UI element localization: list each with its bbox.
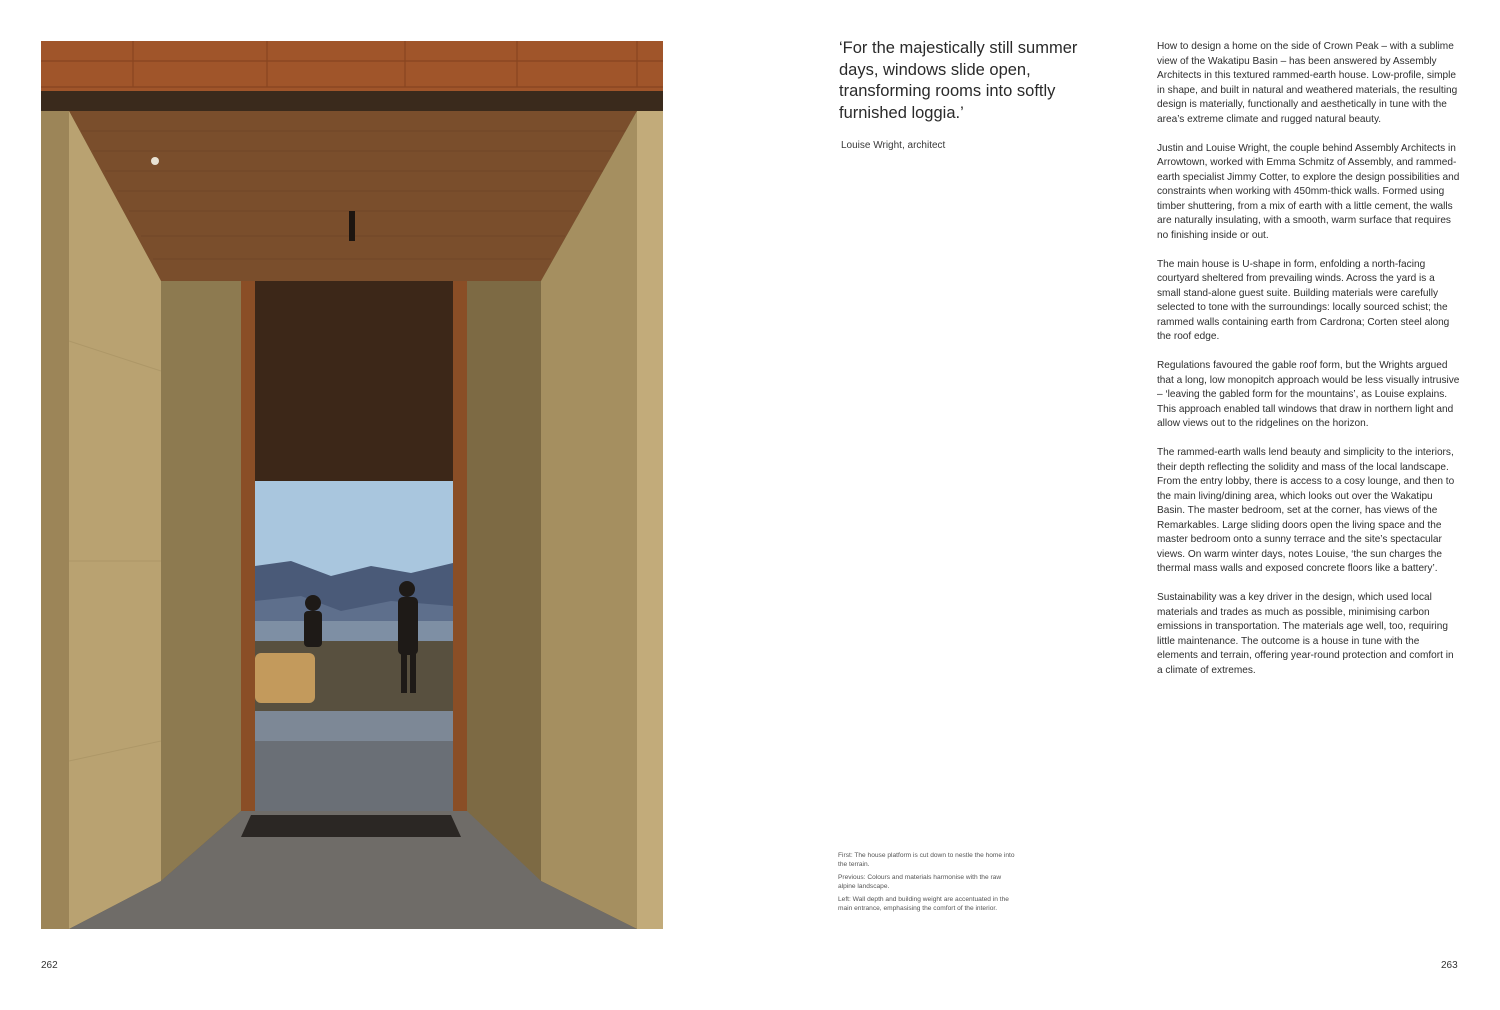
caption: First: The house platform is cut down to nestle the home into the terrain. bbox=[838, 852, 1015, 868]
caption: Left: Wall depth and building weight are accentuated in the main entrance, emphasising the comfort of the interior. bbox=[838, 896, 1009, 912]
body-text-column bbox=[1157, 40, 1460, 693]
body-paragraph: Sustainability was a key driver in the design, which used local materials and trades as much as possible, minimising carbon emissions in transportation. The materials age well, too, requiring little maintenance. The outcome is a house in tune with the elements and terrain, offering year-round protection and comfort in a climate of extremes. bbox=[1157, 592, 1454, 676]
body-paragraph: The rammed-earth walls lend beauty and simplicity to the interiors, their depth reflecting the solidity and mass of the local landscape. From the entry lobby, there is access to a cosy lounge, and then to the main living/dining area, which looks out over the Wakatipu Basin. The master bedroom, set at the corner, has views of the Remarkables. Large sliding doors open the living space and the master bedroom onto a sunny terrace and the site’s spectacular views. On warm winter days, notes Louise, ‘the sun charges the thermal mass walls and exposed concrete floors like a battery’. bbox=[1157, 447, 1455, 574]
body-paragraph: How to design a home on the side of Crown Peak – with a sublime view of the Wakatipu Basin – has been answered by Assembly Architects in this textured rammed-earth house. Low-profile, simple in shape, and built in natural and weathered materials, the resulting design is materially, functionally and aesthetically in tune with the area’s extreme climate and rugged natural beauty. bbox=[1157, 41, 1458, 125]
sofa bbox=[255, 653, 315, 703]
caption: Previous: Colours and materials harmonise with the raw alpine landscape. bbox=[838, 874, 1002, 890]
photo-captions bbox=[838, 852, 1016, 919]
entrance-photo bbox=[41, 41, 663, 929]
body-paragraph: Regulations favoured the gable roof form, but the Wrights argued that a long, low monopitch approach would be less visually intrusive – ‘leaving the gabled form for the mountains’, as Louise explains. This approach enabled tall windows that draw in northern light and allow views out to the ridgelines on the horizon. bbox=[1157, 360, 1460, 429]
page-number-left: 262 bbox=[41, 960, 58, 971]
body-paragraph: Justin and Louise Wright, the couple behind Assembly Architects in Arrowtown, worked with Emma Schmitz of Assembly, and rammed-earth specialist Jimmy Cotter, to explore the design possibilities and constraints when working with 450mm-thick walls. Formed using timber shuttering, from a mix of earth with a little cement, the walls are naturally insulating, with a smooth, warm surface that requires no finishing inside or out. bbox=[1157, 142, 1460, 241]
quote-attribution: Louise Wright, architect bbox=[841, 140, 946, 151]
photo-image bbox=[41, 41, 663, 929]
doormat bbox=[241, 815, 461, 837]
timber-ceiling bbox=[69, 111, 637, 281]
body-paragraph: The main house is U-shape in form, enfolding a north-facing courtyard sheltered from prevailing winds. Across the yard is a small stand-alone guest suite. Building materials were carefully selected to tone with the surroundings: locally sourced schist; the rammed walls containing earth from Cardrona; Corten steel along the roof edge. bbox=[1157, 258, 1450, 342]
page-number-right: 263 bbox=[1441, 960, 1458, 971]
pull-quote: ‘For the majestically still summer days, windows slide open, transforming rooms into softly furnished loggia.’ bbox=[839, 39, 1078, 122]
corten-roof-edge bbox=[41, 41, 663, 91]
